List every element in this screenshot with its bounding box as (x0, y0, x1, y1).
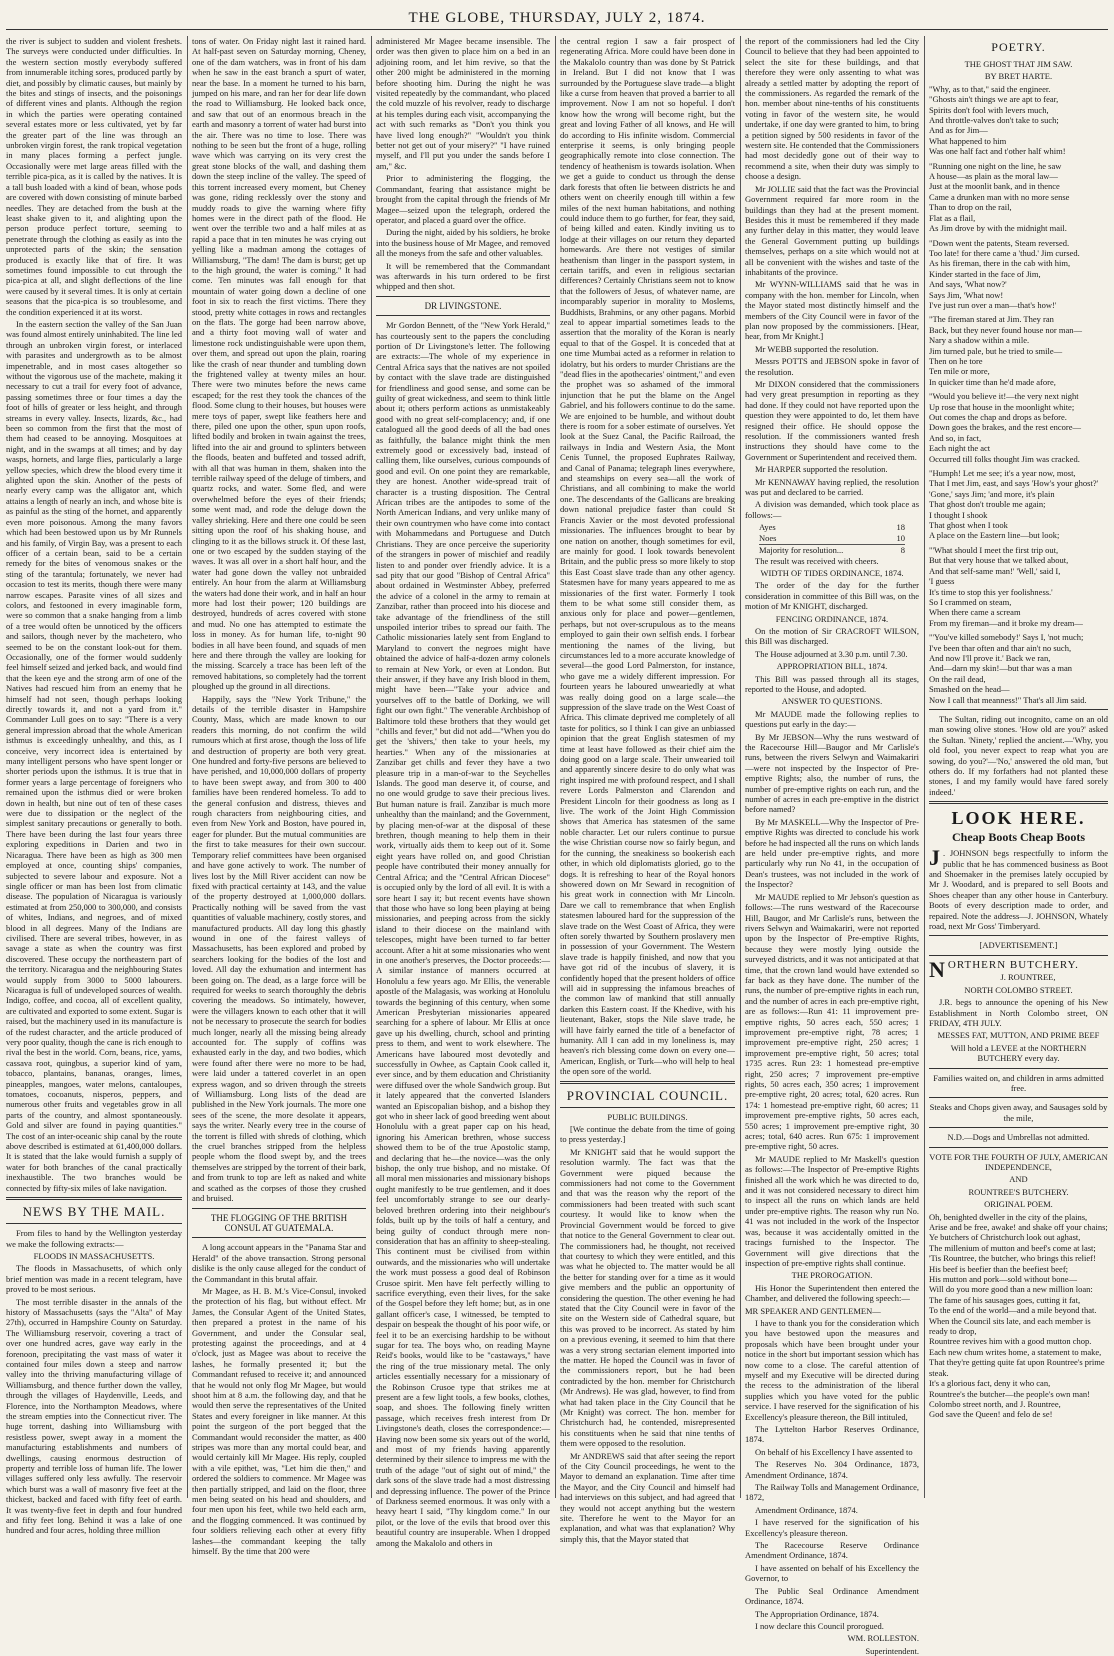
poem-stanza: "The fireman stared at Jim. They ran Back, but they never found house nor man— Nary a shadow within a mile. Jim turned pale, but he tried to smile— Then on he tore Ten mile or more, In quicker time than he'd made afore, (929, 314, 1082, 387)
article-paragraph: the central region I saw a fair prospect of regenerating Africa. More could have been done in the Makalolo country than was done by St Patrick in Ireland. But I did not know that I was surrounded by the Portuguese slave trade—a blight like a curse from heaven that proved a barrier to all improvement. Now I am not so hopeful. I don't know how the wrong will become right, but the great and loving Father of all knows, and He will do according to His infinite wisdom. Commercial enterprise it seems, is only bringing people geographically remote into close connection. The tendency of heathenism is towards isolation. When we get a guide to conduct us through the dense dark forests that often lie between districts he and others went on cheerily enough till within a few miles of the next human habitations, and nothing could induce them to go further, for fear, they said, of being killed and eaten. Kindly inviting us to lodge at their villages on our return they departed homewards. Are there not vestiges of similar heathenism than linger in the passport system, in certain tariffs, and even in religious sectarian differences? Certainly Christians seem not to know that the followers of Jesus, of whatever name, are incomparably superior in morality to Moslems, Buddhists, Brahmins, or any other pagans. Morbid zeal to appear impartial sometimes leads to the assertion that the morality of the Koran is nearly equal to that of the Gospel. It is conceded that at one time Mumbai acted as a reformer in relation to idolatry, but his orders to murder Christians are the "dead flies in the apothecaries' ointment," and even the prophet was so ashamed of the immoral injunction that he put the blame on the Angel Gabriel, and his followers continue to do the same. We are enjoined to be humble, and without doubt there is room for a sober estimate of ourselves. Yet look at the Suez Canal, the Pacific Railroad, the railways in India and Western Asia, the Mont Cenis Tunnel, the proposed Euphrates Railway, and Canal of Panama; telegraph lines everywhere, and steamships on every sea—all the work of Christians, and all combining to make the world one. The descendants of the Gallicans are breaking down national prejudice faster than could St Francis Xavier or the most devoted professional missionaries. The influences brought to bear by one nation on another, though sometimes for evil, are mainly for good. I look towards benevolent Britain, and the public press so more likely to stop this East Coast slave trade than any other agency. Statesmen have for many years appeared to me as missionaries of the first water. Formerly I took them to be what some still consider them, as anxious only for place and power—gentlemen, perhaps, but not over-scrupulous as to the means employed to gain their own selfish ends. I forbear mentioning the names of the living, but circumstances led to a more accurate knowledge of several—the good Lord Palmerston, for instance, who gave me a widely different impression. For fourteen years he laboured unweariedly at what was really doing good on a large scale—the suppression of the slave trade on the West Coast of Africa. This climate deprived me completely of all taste for politics, so I think I can give an unbiassed opinion that the great English statesmen of my time at least have followed as their chief aim the doing good on a large scale. Their unwearied toil and apparently sincere desire to do only what was right inspired me with profound respect, and I shall revere Lords Palmerston and Clarendon and President Lincoln for their goodness as long as I live. The work of the Joint High Commission shows that America has statesmen of the same noble character. Let our rulers continue to pursue the wise Christian course now so fairly begun, and for the cunning, the sneakiness so bookerish each other, in which old diplomatists gloried, go to the dogs. It is refreshing to hear of the Royal honors showered down on Mr Seward in recognition of his great work in connection with Mr Lincoln. Dare we call to remembrance that when English statesmen laboured hard for the suppression of the slave trade on the West Coast of Africa, they were often sorely thwarted by Southern proslavery men in possession of your Government. The Western slave trade is happily finished, and now that you have got rid of the incubus of slavery, it is confidently hoped that the present holders of office will aid in suppressing the infamous breaches of the common law of mankind that still annually darken this Eastern coast. If the Khedive, with his lieutenant, Baker, stops the Nile slave trade, he will have fairly earned the title of a benefactor of humanity. All I can add in my loneliness is, may heaven's rich blessing come down on every one—American, English, or Turk—who will help to heal the open sore of the world. (560, 36, 735, 1077)
article-paragraph: Amendment Ordinance, 1874. (755, 1504, 858, 1515)
answer-subheading: ANSWER TO QUESTIONS. (781, 696, 883, 707)
column-5 (745, 36, 919, 1656)
article-paragraph: Mr WEBB supported the resolution. (755, 343, 879, 354)
article-paragraph: I have assented on behalf of his Excellency the Governor, to (745, 1562, 919, 1584)
signature-title: Superintendent. (865, 1645, 919, 1656)
article-paragraph: Mr KENNAWAY having replied, the resolution was put and declared to be carried. (745, 476, 919, 498)
article-paragraph: The order of the day for the further consideration in committee of this Bill was, on the motion of Mr KNIGHT, discharged. (745, 580, 919, 612)
section-rule (929, 1147, 1108, 1148)
article-paragraph: His Honor the Superintendent then entered the Chamber, and delivered the following speech:— (745, 1282, 919, 1304)
public-buildings-subheading: PUBLIC BUILDINGS. (607, 1111, 688, 1122)
article-paragraph: The Appropriation Ordinance, 1874. (755, 1608, 879, 1619)
article-paragraph: This Bill was passed through all its stages, reported to the House, and adopted. (745, 673, 919, 694)
article-paragraph: Mr MAUDE replied to Mr Maskell's question as follows:—The Inspector of Pre-emptive Rights finished all the work which he was directed to do, and it was not considered necessary to direct him to inspect all the runs on which lands are held under pre-emptive rights. The reason why run No. 41 was not included in the work of the Inspector was, because it was accidentally omitted in the tracings furnished to the Inspector. The Government will give directions that the inspection of pre-emptive rights shall continue. (745, 1153, 919, 1268)
article-paragraph: It will be remembered that the Commandant was afterwards in his turn ordered to be first whipped and then shot. (376, 260, 550, 292)
division-value: 8 (900, 545, 905, 556)
masthead (0, 0, 1114, 32)
article-paragraph: During the night, aided by his soldiers, he broke into the business house of Mr Magee, and removed all the moneys from the safe and other valuables. (376, 227, 550, 259)
poem-title: THE GHOST THAT JIM SAW. (964, 59, 1073, 69)
section-rule (6, 1223, 182, 1224)
signature: WM. ROLLESTON. (847, 1633, 919, 1644)
article-paragraph: The floods in Massachusetts, of which only brief mention was made in a recent telegram, have proved to be most serious. (6, 1263, 182, 1295)
fencing-subheading: FENCING ORDINANCE, 1874. (775, 613, 889, 624)
column-2 (192, 36, 366, 1557)
division-row (759, 533, 905, 543)
butchery-line: Families waited on, and children in arms admitted free. (933, 1072, 1104, 1093)
poem-stanza: "'What should I meet the first trip out, But that very house that we talked about, And that self-same man!' 'Well,' said I, 'I guess It's time to stop this yer foolishness.' So I crammed on steam, When there came a scream From my fireman—and it broke my dream— (929, 544, 1083, 628)
section-rule (376, 315, 550, 316)
rountree-poem-text: Oh, benighted dweller in the city of the plains, Arise and be free, awake! and shake off your chains; Ye butchers of Christchurch look out aghast, The millenium of mutton and beef's come at last; 'Tis Rountree, the butcher, who brings this relief! His beef is beefier than the beefiest beef; His mutton and pork—sold without bone— Will do you more good than a new million loan: The fame of his sausages goes, cutting it fat, To the end of the world—and a mile beyond that. When the Council sits late, and each member is ready to drop, Rountree revives him with a good mutton chop. Each new chum writes home, a statement to make, That they're getting quite fat upon Rountree's prime steak. It's a glorious fact, deny it who can, Rountree's the butcher—the people's own man! Colombo street north, and J. Rountree, God save the Queen! and felo de se! (929, 1211, 1108, 1420)
section-rule (6, 1197, 182, 1200)
poetry-heading: POETRY. (991, 40, 1046, 54)
sultan-anecdote: The Sultan, riding out incognito, came on an old man sowing olive stones. 'How old are you?' asked the Sultan. 'Ninety,' replied the ancient.—'Why, you old fool, you never expect to reap what you are sowing, do you?'—'No,' answered the old man, 'but others do. If my forfathers had not planted these stones, I and my family would have fared sorely indeed.' (929, 713, 1108, 797)
poem-stanza: "Down went the patents, Steam reversed. Too late! for there came a 'thud.' Jim cursed. As his fireman, there in the cab with him, Kinder started in the face of Jim, And says, 'What now?' Says Jim, 'What now! I've just run over a man—that's how!' (929, 237, 1080, 310)
article-paragraph: Mr DIXON considered that the commissioners had very great presumption in reporting as they had done. If they could not have reported upon the question they were appointed to do, let them have resigned their office. He should oppose the resolution. If the commissioners wanted fresh instructions they should have come to the Government or Superintendent and received them. (745, 379, 919, 462)
appropriation-subheading: APPROPRIATION BILL, 1874. (776, 661, 888, 672)
column-6 (929, 36, 1108, 1498)
article-paragraph: The Railway Tolls and Management Ordinance, 1872, (745, 1482, 919, 1503)
section-rule (560, 1107, 735, 1108)
article-paragraph: On the motion of Sir CRACROFT WILSON, this Bill was discharged. (745, 625, 919, 647)
provincial-council-heading: PROVINCIAL COUNCIL. (566, 1087, 729, 1103)
article-paragraph: Mr Gordon Bennett, of the "New York Herald," has courteously sent to the papers the concluding portion of Dr Livingstone's letter. The following are extracts:—The whole of my experience in Central Africa says that the natives are not spoiled by contact with the slave trade are distinguished for friendliness and good sense, and some can be guilty of great wickedness, and seem to think little about it; others perform actions as unmistakeably good with no great self-complacency; and, if one catalogued all the good deeds of all the bad ones as faithfully, the balance might think the men extremely good or excessively bad, instead of calling them, like ourselves, curious compounds of good and evil. On one point they are remarkable, they are honest. Another wide-spread trait of character is a trusting disposition. The Central African tribes are the antipodes to some of the North American Indians, and very unlike many of their own countrymen who have come into contact with Mohammedans and Portuguese and Dutch Christians. They are once perceive the superiority of the strangers in power of mischief and readily listen to and ponder over friendly advice. It is a sad pity that our good "Bishop of Central Africa" about ordained in Westminster Abbey, preferred the advice of a colonel in the army to remain at Zanzibar, rather than proceed into his diocese and take advantage of the friendliness of the still unspoiled interior tribes to spread our faith. The Catholic missionaries lately sent from England to Maryland to convert the negroes might have obtained the advice of half-a-dozen army colonels to remain at New York, or even at London. But their answer, if they have any Irish blood in them, might have been—"Take your advice and yourselves off to the battle of Dorking, we will fight our own fight." The venerable Archbishop of Baltimore told these brothers that they would get "chills and fever," but did not add—"When you do get the 'shivers,' then take to your heels, my hearties." When any of the missionaries at Zanzibar get chills and fever they have a two pleasure trip in a man-of-war to the Seychelles Islands. The good man deserve it, of course, and no one would grudge to save their precious lives. But human nature is frail. Zanzibar is much more unhealthy than the mainland; and the Government, by placing men-of-war at the disposal of these brethren, though meaning to help them in their work, virtually aids them to keep out of it. Some eight years have rolled on, and good Christian people have contributed their money annually for Central Africa; and the "Central African Diocese" is occupied only by the lord of all evil. It is with a sore heart I say it; but recent events have shown that those who have so long been playing at being missionaries, and peeping across from the sickly island to their diocese on the mainland with telescopes, might have been turned to far better account. After a hit at some missionaries who went in one another's preserves, the Doctor proceeds:—A similar instance of manners occurred at Honolulu a few years ago. Mr Ellis, the venerable apostle of the Malagasis, was working at Honolulu towards the beginning of this century, when some American Presbyterian missionaries appeared searching for a sphere of labour. Mr Ellis at once gave up his dwelling, church, school and printing press to them, and went to work elsewhere. The Americans have laboured most devotedly and successfully in Owhee, as Captain Cook called it, ever since, and by them education and Christianity were diffused over the whole Sandwich group. But it lately appeared that the converted Islanders wanted an Episcopalian bishop, and a bishop they got who in sheer lack of good breeding went about Honolulu with a great paper cap on his head, ignoring his American brethren, whose success showed them to be of the true Apostolic stamp, and declaring that he—the novice—was the only bishop, the only true bishop, and no mistake. Of all moral men missionaries and missionary bishops ought manifestly to be true gentlemen, and it does feel uncomfortably strange to see our dearly-beloved brethren ordering into their neighbour's folds, built up by the toils of half a century, and being guilty of conduct through mere non-consideration that has an affinity to sheep-stealing. This continent must be civilised from within outwards, and the missionaries who will undertake the work must possess a good deal of Robinson Crusoe spirit. Men have felt perfectly willing to sacrifice everything, even their lives, for the sake of the Gospel before they left home; but, as in one gallant officer's case, I witnessed, be tempted to despair on bespeak the thought of his poor wife, or feel it to be an exercising hardship to be without sugar for tea. The boys who, on reading Mayne Reid's books, would like to be "castaways," have the ring of the true missionary metal. The only articles essentially necessary for a missionary of the Robinson Crusoe type that strikes me at present are a few light tools, a few books, clothes, soap, and shoes. The following finely written passage, which receives fresh interest from Dr Livingstone's death, closes the correspondence:—Having now been some six years out of the world, and most of my friends having apparently determined by their silence to impress me with the truth of the adage "out of sight out of mind," the dark sons of the slave trade had a most distressing and depressing influence. The power of the Prince of Darkness seemed enormous. It was only with a heavy heart I said, "Thy kingdom come." In our pilot, or the love of the evils that brood over this beautiful country are insuperable. When I dropped among the Makalolo and others in (376, 320, 550, 1548)
masthead-rule (6, 29, 1108, 30)
article-paragraph: Mr HARPER supported the resolution. (755, 464, 888, 475)
article-paragraph: The result was received with cheers. (755, 555, 879, 566)
newspaper-title: THE GLOBE, THURSDAY, JULY 2, 1874. (408, 10, 706, 26)
poem-stanza: "Why, as to that," said the engineer. "Ghosts ain't things we are apt to fear, Spirits don't fool with levers much, And throttle-valves don't take to such; And as for Jim— What happened to him Was one half fact and t'other half whim! (929, 83, 1066, 157)
johnson-advert (929, 845, 1108, 932)
floods-subheading: FLOODS IN MASSACHUSETTS. (33, 1250, 155, 1261)
article-paragraph: I now declare this Council prorogued. (755, 1620, 884, 1631)
article-paragraph: The Reserves No. 304 Ordinance, 1873, Amendment Ordinance, 1874. (745, 1459, 919, 1480)
poem-author: BY BRET HARTE. (984, 71, 1053, 82)
article-paragraph: The Lyttelton Harbor Reserves Ordinance, 1874. (745, 1424, 919, 1445)
article-paragraph: The Racecourse Reserve Ordinance Amendment Ordinance, 1874. (745, 1540, 919, 1561)
cheap-boots-subhead: Cheap Boots Cheap Boots (951, 830, 1086, 845)
vote-line: VOTE FOR THE FOURTH OF JULY, AMERICAN INDEPENDENCE, (929, 1151, 1108, 1172)
article-paragraph: Prior to administering the flogging, the Commandant, fearing that assistance might be brought from the capital through the friends of Mr Magee—seized upon the telegraph, ordered the operator, and placed a guard over the office. (376, 173, 550, 225)
butchery-address: NORTH COLOMBO STREET. (964, 984, 1073, 995)
article-paragraph: the river is subject to sudden and violent freshets. The surveys were conducted under difficulties. In the western section mostly everybody suffered from innumerable itching sores, produced partly by diet, and possibly by climatic causes, but mainly by the bites and stings of insects, and the poisonings of different vines and plants. Although the region in which the parties were operating contained several estates more or less cultivated, yet by far the greater part of the line was through an unbroken virgin forest, the rank tropical vegetation in many places forming a perfect jungle. Occasionally were met large areas filled with the terrible pica-pica, as it is called by the natives. It is a tall bush loaded with a kind of bean, whose pods are covered with down consisting of minute barbed needles. They are detached from the bush at the least shake given to it, and alighting upon the person produce perfect torture, seeming to penetrate through the clothing as easily as into the unprotected parts of the skin; the sensation produced is exactly like that of fire. It was sometimes found impossible to cut through the pica-pica at all, and slight deflections of the line were caused by it several times. It is only at certain seasons that the pica-pica is so troublesome, and the condition experienced it at its worst. (6, 36, 182, 317)
prorogation-subheading: THE PROROGATION. (791, 1270, 873, 1281)
column-divider (371, 36, 372, 1498)
column-3 (376, 36, 550, 1548)
division-label: Noes (759, 532, 777, 543)
article-paragraph: By Mr JEBSON—Why the runs westward of the Racecourse Hill—Baugor and Mr Carlisle's runs, between the rivers Selwyn and Waimakariri—were not inspected by the Inspector of Pre-emptive Rights; also, the number of runs, the number of pre-emptive rights on each run, and the number of acres in each pre-emptive in the district before named? (745, 731, 919, 815)
division-value: 10 (896, 532, 905, 543)
article-paragraph: The most terrible disaster in the annals of the history of Massachusetts (says the "Alta" of May 27th), occurred in Hampshire County on Saturday. The Williamsburg reservoir, covering a tract of over one hundred acres, gave way early in the forenoon, precipitating the vast mass of water it contained four miles down a steep and narrow valley into the thriving manufacturing village of Williamsburg, and thence further down the valley, through the villages of Haydenville, Leeds, and Florence, into the Northampton Meadows, where the stream empties into the Connecticut river. The huge torrent, dashing into Williamsburg with resistless power, swept away in a moment the manufacturing establishments and numbers of dwellings, causing enormous destruction of property and terrible loss of human life. The lower villages suffered only less awfully. The reservoir which burst was a wall of masonry five feet at the thickest, backed and faced with fifty feet of earth. It was twenty-five feet in depth and four hundred and fifty feet long. Behind it was a lake of one hundred and four acres, holding three million (6, 1296, 182, 1536)
column-divider (555, 36, 556, 1498)
article-paragraph: By Mr MASKELL—Why the Inspector of Pre-emptive Rights was directed to conclude his work before he had inspected all the runs on which lands are held under pre-emptive rights, and more particularly why run No 41, in the occupation of Dean's trustees, was not included in the work of the Inspector? (745, 816, 919, 890)
column-divider (187, 36, 188, 1498)
section-rule (929, 935, 1108, 936)
poem-stanza: "Would you believe it!—the very next night Up rose that house in the moonlight white; Out comes the chap and drops as before. Down goes the brakes, and the rest encore— And so, in fact, Each night the act Occurred till folks thought Jim was cracked. (929, 391, 1082, 464)
article-paragraph: The Public Seal Ordinance Amendment Ordinance, 1874. (745, 1585, 919, 1607)
article-paragraph: From files to hand by the Wellington yesterday we make the following extracts:— (6, 1228, 182, 1249)
column-divider (740, 36, 741, 1498)
division-value: 18 (896, 522, 905, 533)
column-4 (560, 36, 735, 1544)
butchery-line: Steaks and Chops given away, and Sausages sold by the mile, (929, 1102, 1108, 1123)
section-rule (929, 709, 1108, 710)
division-row (759, 522, 905, 532)
article-paragraph: On behalf of his Excellency I have assented to (755, 1446, 913, 1457)
butchery-announcement: J.R. begs to announce the opening of his New Establishment in North Colombo street, ON FRIDAY, 4TH JULY. (929, 997, 1108, 1028)
section-rule (192, 1208, 366, 1209)
drop-cap: N (929, 956, 945, 982)
butchery-line: N.D.—Dogs and Umbrellas not admitted. (947, 1132, 1090, 1143)
article-paragraph: Happily, says the "New York Tribune," the details of the terrible disaster in Hampshire County, Mass, which are made known to our readers this morning, do not confirm the wild rumours which at first arose, though the loss of life and destruction of property are both very great. One hundred and forty-five persons are believed to have perished, and 10,000,000 dollars of property to have been swept away, and from 300 to 400 families have been rendered homeless. To add to the general confusion and distress, thieves and rough characters from neighbouring cities, and even from New York and Boston, have poured in, eager for plunder. But the mutual communities are the first to take measures for their own succour. Temporary relief committees have been organised and have gone actively to work. The number of lives lost by the Mill River accident can now be fixed with practical certainty at 143, and the value of the property destroyed at 1,000,000 dollars. Practically nothing will be saved from the vast quantities of valuable machinery, costly stores, and manufactured products. All day long this ghastly wound in one of the fairest valleys of Massachusetts, has been explored and probed by searchers looking for the bodies of the lost and loved. All day the exhumation and interment has been going on. The dead, as a large force will be required for weeks to search thoroughly the debris covering the meadows. So intimately, however, were the villagers known to each other that it will not be necessary to prosecute the search for bodies much longer, nearly all the missing being already accounted for. The supply of coffins was exhausted early in the day, and two bodies, which were found after there were no more to be had, were laid under a tattered coverlet in an open express wagon, and so driven through the streets of Williamsburg. Long lists of the dead are published in the New York journals. The more one sees of the scene, the more desolate it appears, says the writer. Nearly every tree in the course of the torrent is filled with shreds of clothing, which the cruel branches stripped from the helpless people whom the flood swept by, and the trees themselves are stripped by the torrent of their bark, and from trunk to top are left as naked and white and scathed as the corpses of those they crushed and bruised. (192, 693, 366, 1204)
article-paragraph: In the eastern section the valley of the San Juan was found almost entirely uninhabited. The line led through an unbroken virgin forest, or interlaced with parasites and undergrowth as to be almost impenetrable, and in most cases altogether so without the vigorous use of the machete, making it necessary to cut a trail for every foot of advance, passing sometimes three or four times a day the foot of hills of greater or less height, and through streams in every valley. Insects, lizards, &c., had been so common from the first that the most of them had ceased to be annoying. Mosquitoes at night, and in the swamps at all times; and by day wasps, hornets, and large flies, particularly a large yellow species, which drew the blood every time it alighted upon the skin. Another of the pests of nearly every camp was the alligator ant, which attains a length of nearly an inch, and whose bite is as painful as the sting of the hornet, and apparently even more poisonous. Among the many favors which had been bestowed upon us by Mr Runnels and his family, of Virgin Bay, was a present to each officer of a certain bean, said to be a certain remedy for the bites of venomous snakes or the sting of the tarantula; fortunately, we never had occasion to test its merits, though there were many narrow escapes. Parasite vines of all sizes and colors, and festooned in every imaginable form, were so common that a snake hanging from a limb of a tree would often be unnoticed by the officers and sailors, though never by the machetero, who seemed to be on the constant look-out for them. Occasionally, one of the former would suddenly feel himself seized and jerked back, and would find that the keen eye and the strong arm of one of the Natives had rescued him from an enemy that he himself had not seen, though perhaps looking directly towards it, and not a yard from it." Commander Lull goes on to say: "There is a very general impression abroad that the whole American isthmus is exceedingly unhealthy, and this, as I conceive, very incorrect idea is entertained by many intelligent persons who have spent longer or shorter periods upon the isthmus. It is true that in former years a large percentage of foreigners who remained upon the isthmus died or were broken down in health, but nine out of ten of these cases were due to dissipation or the neglect of the simplest sanitary precautions or generally to both. There have been during the last four years three exploring expeditions in Darien and two in Nicaragua. There have been as high as 300 men employed at once, counting ships' companies, subjected to severe labour and exposure. Not a single officer or man has been lost from climatic disease. The population of Nicaragua is variously estimated at from 250,000 to 300,000, and consists of whites, Indians, and negroes, and of mixed blood in all degrees. Many of the Indians are civilised. There are several tribes, however, in as savage a state as when the country was first discovered. These occupy the northeastern part of the territory. Nicaragua and the neighbouring States would supply from 3000 to 5000 labourers. Nicaragua is full of undeveloped sources of wealth. Indigo, coffee, and cocoa, all of excellent quality, are cultivated and exported to some extent. Sugar is raised, but the machinery used in its manufacture is of the rudest character, and the article produced of very poor quality, though the cane is rich enough to rival the best in the world. Corn, beans, rice, yams, cassava root, quingbus, a superior kind of yam, tobacco, plantains, bananas, oranges, limes, pineapples, mangoes, water melons, cantaloupes, tomatoes, cocoanuts, nisperos, peppers, and numerous other fruits and vegetables grow in all parts of the country, and almost spontaneously. Gold and silver are found in paying quantities." The cost of an inter-oceanic ship canal by the route above described is estimated at 61,400,000 dollars. It is stated that the lake would furnish a supply of water for both branches of the canal practically inexhaustible. The two branches would be connected by fifty-six miles of lake navigation. (6, 318, 182, 1193)
division-row (759, 544, 905, 555)
livingstone-heading: DR LIVINGSTONE. (424, 300, 502, 311)
section-rule (560, 1081, 735, 1084)
butchery-line: Will hold a LEVEE at the NORTHERN BUTCHERY every day. (950, 1042, 1087, 1064)
article-paragraph: Mr Magee, as H. B. M.'s Vice-Consul, invoked the protection of his flag, but without effect. Mr James, the Consular Agent of the United States, then prepared a protest in the name of his Government, and under the Consular seal, protesting against the proceedings, and at 4 o'clock, just as Magee was about to receive the lashes, he formally presented it; but the Commandant refused to receive it; and announced that he would not only flog Mr Magee, but would shoot him at 8 a.m. the following day, and that he would then serve the representatives of the United States and every foreigner in like manner. At this point the surgeon of the port begged that the Commandant would reconsider the matter, as 400 stripes was more than any mortal could bear, and would certainly kill Mr Magee. His reply, coupled with a vile epithet, was, "Let him die then," and ordered the soldiers to commence. Mr Magee was then partially stripped, and laid on the floor, three men being seated on his head and shoulders, and four men upon his feet, while two held each arm, and the flogging commenced. It was continued by four soldiers relieving each other at every fifty lashes—the commandant keeping the tally himself. By the time that 200 were (192, 1285, 366, 1557)
and-line: AND (1009, 1174, 1028, 1185)
look-here-headline: LOOK HERE. (951, 808, 1086, 829)
column-divider (924, 36, 925, 1498)
article-paragraph: A long account appears in the "Panama Star and Herald" of the above transaction. Strong personal dislike is the only cause alleged for the conduct of the Commandant in this brutal affair. (192, 1242, 366, 1284)
article-paragraph: I have reserved for the signification of his Excellency's pleasure thereon. (745, 1517, 919, 1538)
article-paragraph: Mr ANDREWS said that after seeing the report of the City Council proceedings, he went to the Mayor to demand an explanation. Time after time the Mayor, and the City Council and himself had had interviews on this subject, and had agreed that they would not accept anything but the western site. Therefore he went to the Mayor for an explanation, and what was that explanation? Why simply this, that the Mayor stated that (560, 1450, 735, 1544)
article-paragraph: Mr WYNN-WILLIAMS said that he was in company with the hon. member for Lincoln, when the Mayor stated most distinctly himself and the members of the City Council were in favor of the plan now proposed by the commissioners. [Hear, hear, from Mr Knight.] (745, 279, 919, 342)
article-paragraph: [We continue the debate from the time of going to press yesterday.] (560, 1124, 735, 1145)
proprietor: J. ROUNTREE, (1000, 972, 1056, 983)
article-paragraph: Mr MAUDE made the following replies to questions put early in the day:— (745, 708, 919, 730)
width-of-tides-subheading: WIDTH OF TIDES ORDINANCE, 1874. (760, 567, 904, 578)
butchery-name: ORTHERN BUTCHERY. (947, 958, 1079, 971)
column-1 (6, 36, 182, 1536)
article-paragraph: the report of the commissioners had led the City Council to believe that they had been appointed to select the site for these buildings, and that therefore they were only assenting to what was already a settled matter by adopting the report of the commissioners. As regarded the remark of the hon. member about nine-tenths of his constituents voting in favor of the western site, he would undertake, if one day were granted to him, to bring a petition signed by 500 residents in favor of the western site. He contended that the Commissioners had most decidedly gone out of their way to recommend a site, when their duty was simply to choose a design. (745, 36, 919, 182)
news-by-mail-heading: NEWS BY THE MAIL. (22, 1204, 166, 1220)
article-paragraph: Messrs POTTS and JEBSON spoke in favor of the resolution. (745, 356, 919, 377)
rountree-poem (929, 1212, 1108, 1420)
speech-salutation: MR SPEAKER AND GENTLEMEN— (745, 1305, 881, 1316)
section-rule (929, 1068, 1108, 1069)
section-rule (192, 1237, 366, 1238)
article-paragraph: administered Mr Magee became insensible. The order was then given to place him on a bed in an adjoining room, and let him revive, so that the other 200 might be administered in the morning before shooting him. During the night he was visited repeatedly by the commandant, who placed the cold muzzle of his revolver, ready to discharge at his temples during each visit, accompanying the act with such remarks as "Don't you think you have lived long enough?" "Wouldn't you think better not get out of your misery?" "I have ruined myself, and I'll put you under the sands before I am," &c. (376, 36, 550, 171)
division-table (745, 522, 919, 555)
division-label: Ayes (759, 522, 776, 533)
guatemala-heading: THE FLOGGING OF THE BRITISH CONSUL AT GUATEMALA. (210, 1212, 348, 1233)
rountree-line: ROUNTREE'S BUTCHERY. (968, 1186, 1069, 1197)
original-poem-heading: ORIGINAL POEM. (984, 1199, 1053, 1210)
division-label: Majority for resolution... (759, 545, 844, 556)
advertisement-tag: [ADVERTISEMENT.] (979, 940, 1058, 951)
section-rule (376, 296, 550, 297)
article-paragraph: tons of water. On Friday night last it rained hard. At half-past seven on Saturday morning, Cheney, one of the dam watchers, was in front of his dam when he saw in the east branch a spurt of water, near the base. In a moment he turned to his barn, jumped on his mare, and ran her for dear life down the road to Williamsburg. He looked back once, and saw that out of an enormous breach in the earth and masonry a torrent of water had burst into the air. There was no time to lose. There was nothing to be seen but the front of a huge, rolling wave which was carrying on its very crest the great stone blocks of the wall, and dashing them down the steep incline of the valley. The speed of this torrent increased every moment, but Cheney was gone, riding recklessly over the stony and muddy roads to give the warning where fifty homes were in the direct path of the flood. He went over the terrible two and a half miles at as rapid a pace that in ten minutes he was crying out yelling like a madman among the cottages of Williamsburg, "The dam! The dam is burst; get up to the high ground, the water is coming." It had come. Ten minutes was fall enough for that mountain of water going down a decline of one foot in six to reach the first victims. There they stood, pretty white cottages in rows and rectangles on the flats. The gorge had been narrow above, and a thirty foot moving wall of water and limestone rock undistinguishable were upon them, over them, and spread out upon the plain, roaring like the crash of near thunder and tumbling down the frightened valley at twenty miles an hour. There were two minutes before the news came escaped; for the rest they took the chances of the flood. Some clung to their houses, but houses were mere toys of paper, swept like feathers here and there, piled one upon the other, spun upon roofs, lifted bodily and broken in twain against the trees, lifted into the air and ground to splinters between the floods, beaten and buffeted and tossed adrift, with all that was human in them, shaken into the terrible railway speed of the deluge of timbers, and quartz rocks, and water. Some fled, and were overwhelmed before the eyes of their friends; some went mad, and rode the deluge down the valley shrieking. Here and there one could be seen sitting upon the roof of his shaking house, and clinging to it as the billows struck it. Of these last, one or two escaped by the sudden staying of the waves. It was all over in a short half hour, and the water had gone down the valley not unbraided entirely. An hour from the alarm at Williamsburg the waters had done their work, and in half an hour more had lost their power; 120 buildings are destroyed, hundreds of acres covered with stone and mud. No one has attempted to estimate the loss in money. As for human life, to-night 90 bodies in all have been found, and squads of men here and there through the valley are looking for the missing. Scarcely a trace has been left of the removed habitations, so completely had the torrent ploughed up the ground in all directions. (192, 36, 366, 692)
article-paragraph: Mr JOLLIE said that the fact was the Provincial Government required far more room in the buildings than they had at the present moment. Besides this it must be remembered if they made any further delay in this matter, they would leave the General Government putting up buildings themselves, perhaps on a site which would not at all be convenient with the wishes and taste of the inhabitants of the province. (745, 183, 919, 277)
poem-stanza: "Humph! Let me see; it's a year now, most, That I met Jim, east, and says 'How's your ghost?' 'Gone,' says Jim; 'and more, it's plain That ghost don't trouble me again; I thought I shook That ghost when I took A place on the Eastern line—but look; (929, 468, 1099, 541)
section-rule (929, 955, 1108, 956)
section-rule (929, 1127, 1108, 1128)
article-paragraph: Mr MAUDE replied to Mr Jebson's question as follows:—The runs westward of the Racecourse Hill, Baugor, and Mr Carlisle's runs, between the rivers Selwyn and Waimakariri, were not reported upon by the Inspector of Pre-emptive Rights, because they were mostly lying outside the surveyed districts, and it was not anticipated at that time, that the crown land would have extended so far back as they have done. The number of the runs, the number of pre-emptive rights in each run, and the number of acres in each pre-emptive right, are as follows:—Run 41: 11 improvement pre-emptive rights, 50 acres each, 550 acres; 1 improvement pre-emptive right, 78 acres; 1 improvement pre-emptive right, 250 acres; 1 improvement pre-emptive right, 50 acres; total 1735 acres. Run 23: 1 homestead pre-emptive right, 250 acres; 7 improvement pre-emptive rights, 50 acres each, 350 acres; 1 improvement pre-emptive right, 20 acres; total, 620 acres. Run 174: 1 homestead pre-emptive right, 60 acres; 11 improvement pre-emptive rights, 50 acres each, 550 acres; 1 improvement pre-emptive right, 30 acres; total, 640 acres. Run 675: 1 improvement pre-emptive right, 50 acres. (745, 891, 919, 1152)
article-paragraph: Mr KNIGHT said that he would support the resolution warmly. The fact was that the Government were piqued because the commissioners had not come to the Government and that was the reason why the report of the commissioners had been treated with such scant courtesy. It would like to know when the Provincial Government would be forced to give that notice to the General Government to clear out. The commissioners had, he thought, not received that courtesy to which they were entitled, and this was what he objected to. The matter would be all the better for standing over for a time as it would give members and the public an opportunity of considering the question. The other evening he had stated that the City Council were in favor of the site on the Western side of Cathedral square, but this was proved to be incorrect. As stated by him on a previous evening, it seemed to him that there was a very strong sectarian element imported into the matter. He hoped the Council was in favor of the commissioners report, but he had been contradicted by the hon. member for Christchurch (Mr Andrews). He was glad, however, to find from what had taken place in the City Council that he (Mr Knight) was correct. The hon. member for Christchurch had, he contended, misrepresented his constituents when he said that nine tenths of them were opposed to the resolution. (560, 1146, 735, 1449)
butchery-line: MESSES FAT, MUTTON, AND PRIME BEEF (937, 1030, 1100, 1041)
article-paragraph: The House adjourned at 3.30 p.m. until 7.30. (755, 648, 908, 659)
article-paragraph: I have to thank you for the consideration which you have bestowed upon the measures and proposals which have been brought under your notice in the short but important session which has now come to a close. The careful attention of myself and my Executive will be directed during the recess to the administration of the liberal supplies which you have voted for the public service. I have reserved for the signification of his Excellency's pleasure thereon, the Bill intituled, (745, 1317, 919, 1422)
poem-body (929, 84, 1108, 705)
section-rule (929, 801, 1108, 804)
article-paragraph: A division was demanded, which took place as follows:— (745, 499, 919, 520)
johnson-advert-text: . JOHNSON begs respectfully to inform the public that he has commenced business as Boot and Shoemaker in the premises lately occupied by Mr J. Woodard, and is prepared to sell Boots and Shoes cheaper than any other house in Canterbury. Boots of every description made to order, and repaired. Note the address—J. JOHNSON, Whately road, next Mr Goss' Timberyard. (929, 848, 1108, 932)
poem-stanza: "'You've killed somebody!' Says I, 'not much; I've been thar often and thar ain't no such, And now I'll prove it.' Back we ran, And—darn my skin!—but thar was a man On the rail dead, Smashed on the head— Now I call that meanness!" That's all Jim said. (929, 632, 1087, 705)
section-rule (929, 1097, 1108, 1098)
poem-stanza: "Running one night on the line, he saw A house—as plain as the moral law— Just at the moonlit bank, and in thence Came a drunken man with no more sense Than to drop on the rail, Flat as a flail, As Jim drove by with the midnight mail. (929, 160, 1070, 234)
drop-cap: J (929, 845, 940, 871)
